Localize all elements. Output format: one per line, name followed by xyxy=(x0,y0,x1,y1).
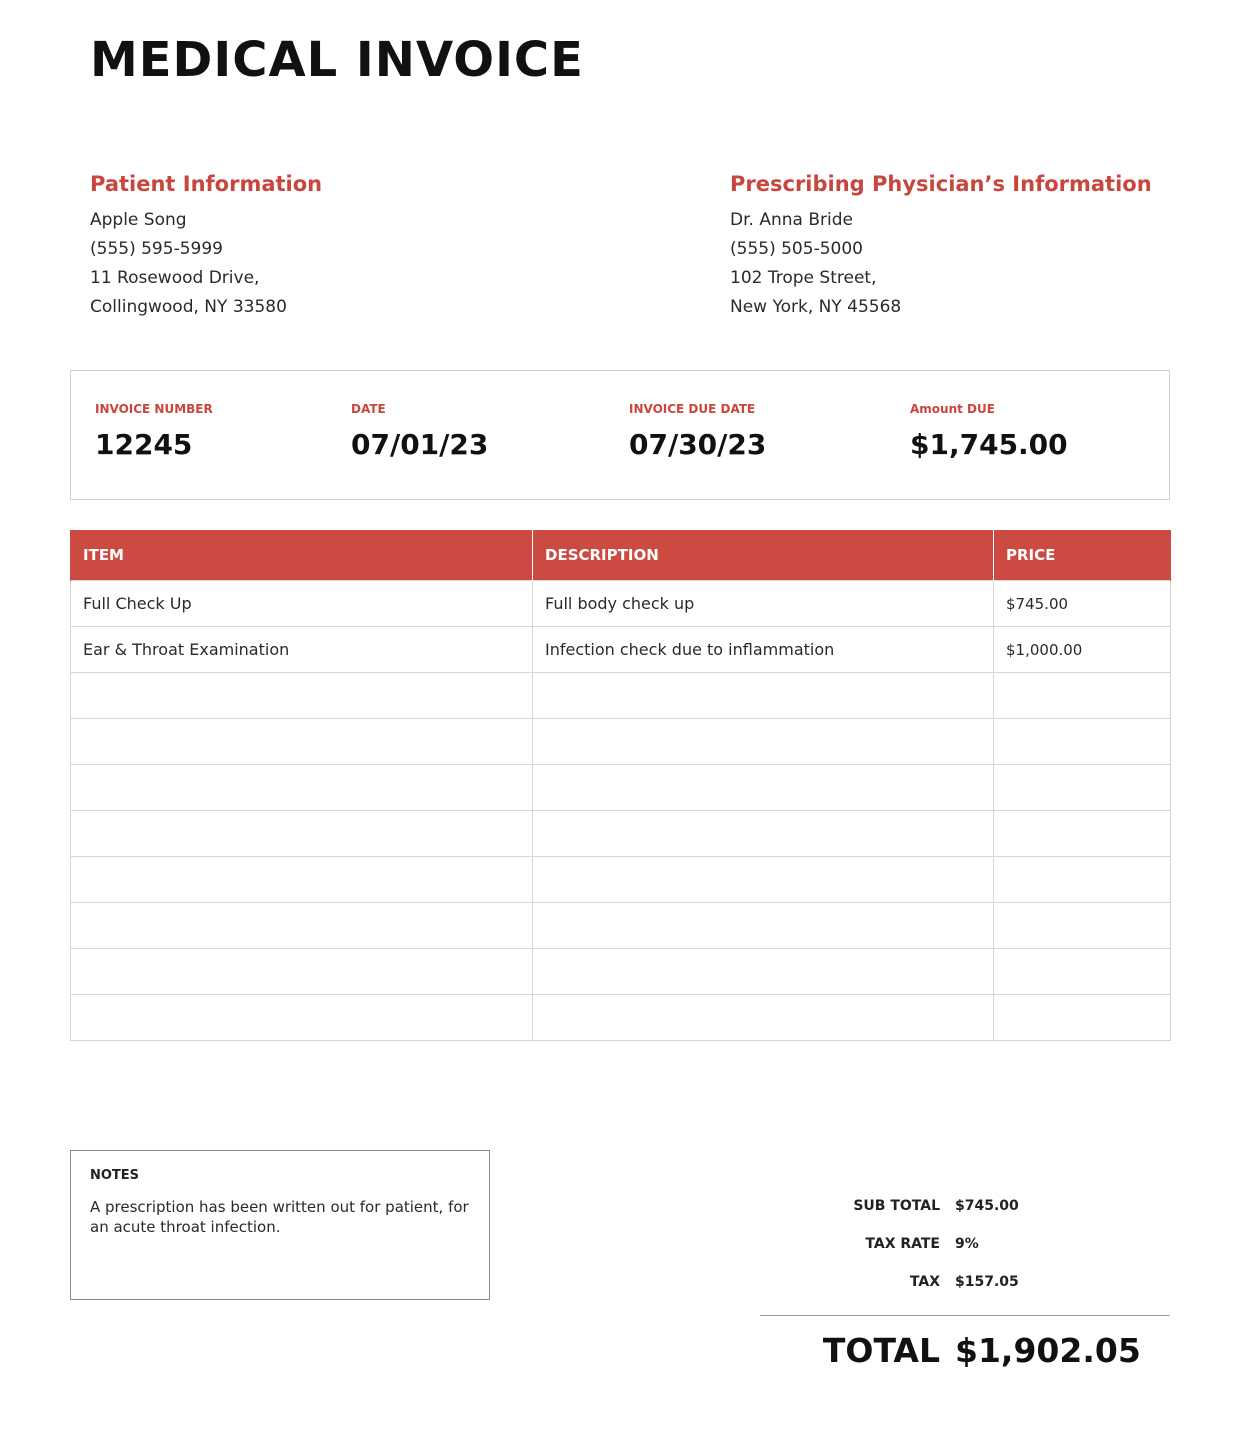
physician-info xyxy=(730,170,1152,322)
item-cell xyxy=(71,719,533,765)
invoice-date-value: 07/01/23 xyxy=(351,428,489,461)
tax-rate-row xyxy=(0,1236,1240,1258)
invoice-date-cell xyxy=(351,401,488,465)
invoice-title: MEDICAL INVOICE xyxy=(90,32,584,88)
description-column-header: DESCRIPTION xyxy=(533,530,994,581)
invoice-number-value: 12245 xyxy=(95,428,193,461)
price-cell xyxy=(994,719,1171,765)
patient-address-line1: 11 Rosewood Drive, xyxy=(90,268,260,288)
description-cell xyxy=(533,903,994,949)
invoice-number-label: INVOICE NUMBER xyxy=(95,402,213,416)
patient-info xyxy=(90,170,322,322)
patient-name: Apple Song xyxy=(90,210,187,230)
amount-due-cell xyxy=(910,401,1068,465)
price-cell xyxy=(994,857,1171,903)
notes-label: NOTES xyxy=(90,1168,140,1183)
physician-phone: (555) 505-5000 xyxy=(730,239,863,259)
patient-info-heading: Patient Information xyxy=(90,172,323,196)
price-cell xyxy=(994,903,1171,949)
item-cell xyxy=(71,995,533,1041)
physician-address-line1: 102 Trope Street, xyxy=(730,268,877,288)
description-cell xyxy=(533,811,994,857)
subtotal-row xyxy=(0,1198,1240,1220)
due-date-value: 07/30/23 xyxy=(629,428,767,461)
description-cell xyxy=(533,857,994,903)
tax-rate-label: TAX RATE xyxy=(865,1236,940,1252)
due-date-cell xyxy=(629,401,766,465)
table-row xyxy=(71,765,1171,811)
invoice-summary xyxy=(70,370,1170,500)
patient-address-line2: Collingwood, NY 33580 xyxy=(90,297,287,317)
subtotal-label: SUB TOTAL xyxy=(853,1198,940,1214)
price-column-header: PRICE xyxy=(994,530,1171,581)
notes-text: A prescription has been written out for patient, for an acute throat infection. xyxy=(90,1198,469,1236)
item-cell xyxy=(71,857,533,903)
table-row xyxy=(71,627,1171,673)
item-cell: Ear & Throat Examination xyxy=(71,627,533,673)
price-cell: $1,000.00 xyxy=(994,627,1171,673)
description-cell xyxy=(533,765,994,811)
patient-phone: (555) 595-5999 xyxy=(90,239,223,259)
price-cell xyxy=(994,765,1171,811)
physician-info-heading: Prescribing Physician’s Information xyxy=(730,172,1152,196)
total-value: $1,902.05 xyxy=(955,1331,1141,1370)
tax-label: TAX xyxy=(909,1274,940,1290)
table-row xyxy=(71,857,1171,903)
tax-value: $157.05 xyxy=(955,1274,1019,1290)
table-row xyxy=(71,581,1171,627)
subtotal-value: $745.00 xyxy=(955,1198,1019,1214)
item-cell xyxy=(71,765,533,811)
price-cell xyxy=(994,949,1171,995)
item-cell xyxy=(71,673,533,719)
items-table xyxy=(70,530,1171,1041)
description-cell: Full body check up xyxy=(533,581,994,627)
table-row xyxy=(71,673,1171,719)
invoice-date-label: DATE xyxy=(351,402,386,416)
total-label: TOTAL xyxy=(822,1331,940,1370)
price-cell: $745.00 xyxy=(994,581,1171,627)
item-column-header: ITEM xyxy=(71,530,533,581)
tax-row xyxy=(0,1274,1240,1296)
description-cell: Infection check due to inflammation xyxy=(533,627,994,673)
item-cell: Full Check Up xyxy=(71,581,533,627)
description-cell xyxy=(533,719,994,765)
invoice-number-cell xyxy=(95,401,213,465)
price-cell xyxy=(994,995,1171,1041)
item-cell xyxy=(71,949,533,995)
table-row xyxy=(71,719,1171,765)
physician-address-line2: New York, NY 45568 xyxy=(730,297,902,317)
table-row xyxy=(71,995,1171,1041)
table-row xyxy=(71,949,1171,995)
description-cell xyxy=(533,673,994,719)
item-cell xyxy=(71,903,533,949)
table-row xyxy=(71,903,1171,949)
due-date-label: INVOICE DUE DATE xyxy=(629,402,756,416)
table-header-row xyxy=(71,530,1171,581)
price-cell xyxy=(994,811,1171,857)
price-cell xyxy=(994,673,1171,719)
physician-name: Dr. Anna Bride xyxy=(730,210,853,230)
amount-due-label: Amount DUE xyxy=(910,402,995,416)
table-row xyxy=(71,811,1171,857)
item-cell xyxy=(71,811,533,857)
description-cell xyxy=(533,949,994,995)
totals-divider xyxy=(760,1315,1170,1316)
tax-rate-value: 9% xyxy=(955,1236,979,1252)
description-cell xyxy=(533,995,994,1041)
amount-due-value: $1,745.00 xyxy=(910,428,1068,461)
